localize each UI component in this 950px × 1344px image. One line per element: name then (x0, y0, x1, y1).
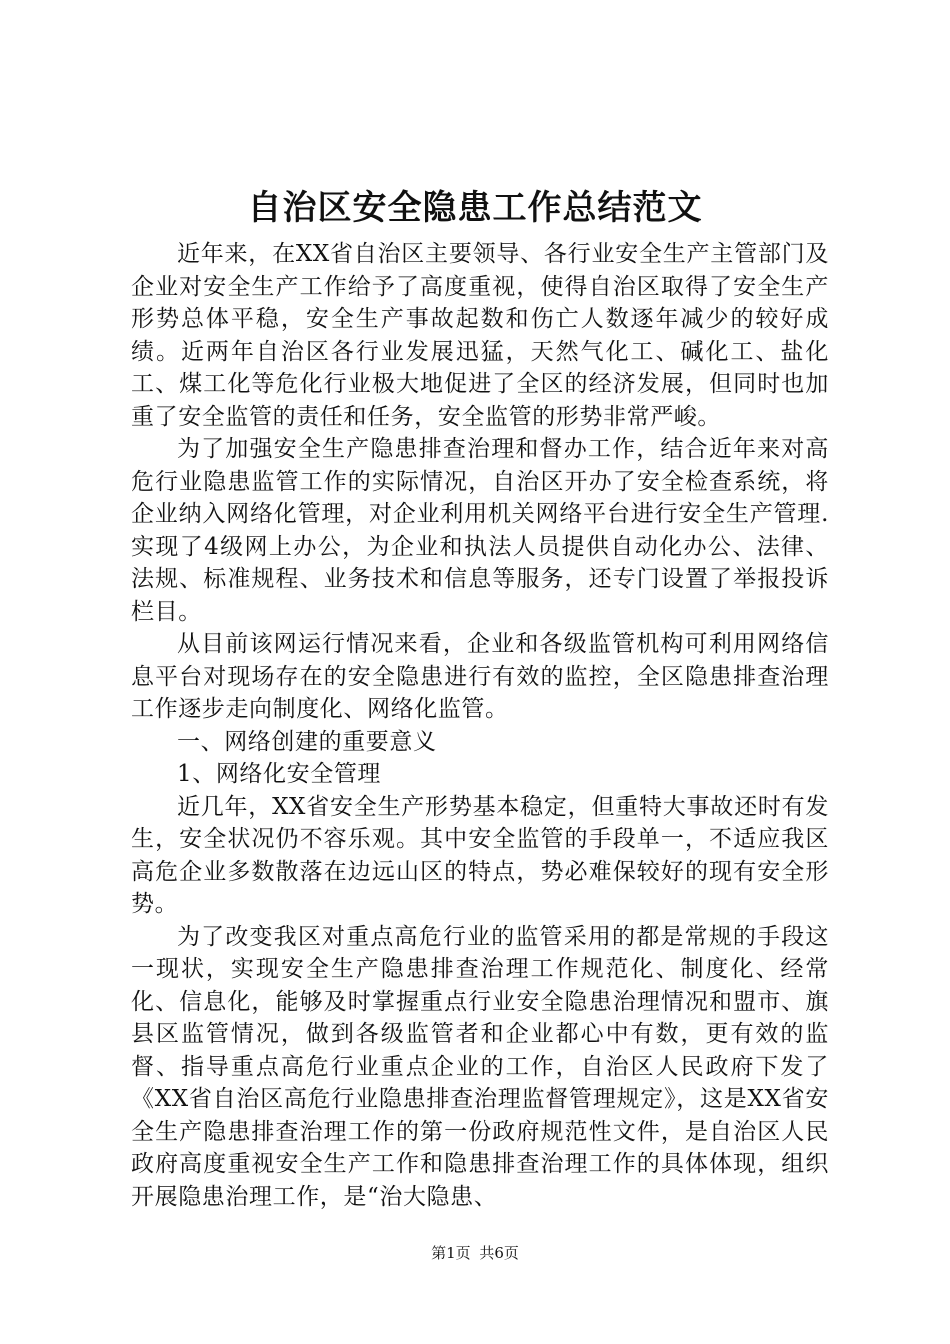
paragraph-current-status: 从目前该网运行情况来看，企业和各级监管机构可利用网络信息平台对现场存在的安全隐患进行有效的监控，全区隐患排查治理工作逐步走向制度化、网络化监管。 (131, 631, 829, 722)
section-heading: 一、网络创建的重要意义 (177, 728, 437, 755)
page-total: 共6页 (479, 1244, 519, 1262)
subsection-heading: 1、网络化安全管理 (177, 761, 382, 787)
paragraph-safety-situation: 近几年，XX省安全生产形势基本稳定，但重特大事故还时有发生，安全状况仍不容乐观。其中安全监管的手段单一，不适应我区高危企业多数散落在边远山区的特点，势必难保较好的现有安全形势。 (131, 793, 829, 917)
document-title: 自治区安全隐患工作总结范文 (247, 188, 703, 228)
page-number: 第1页 (431, 1244, 471, 1262)
page-footer (0, 1242, 950, 1264)
document-body (131, 238, 829, 1213)
paragraph-intro: 近年来，在XX省自治区主要领导、各行业安全生产主管部门及企业对安全生产工作给予了高度重视，使得自治区取得了安全生产形势总体平稳，安全生产事故起数和伤亡人数逐年减少的较好成绩。近两年自治区各行业发展迅猛，天然气化工、碱化工、盐化工、煤工化等危化行业极大地促进了全区的经济发展，但同时也加重了安全监管的责任和任务，安全监管的形势非常严峻。 (131, 241, 829, 430)
paragraph-regulation: 为了改变我区对重点高危行业的监管采用的都是常规的手段这一现状，实现安全生产隐患排查治理工作规范化、制度化、经常化、信息化，能够及时掌握重点行业安全隐患治理情况和盟市、旗县区监管情况，做到各级监管者和企业都心中有数，更有效的监督、指导重点高危行业重点企业的工作，自治区人民政府下发了《XX省自治区高危行业隐患排查治理监督管理规定》，这是XX省安全生产隐患排查治理工作的第一份政府规范性文件，是自治区人民政府高度重视安全生产工作和隐患排查治理工作的具体体现，组织开展隐患治理工作，是“治大隐患、 (131, 923, 829, 1210)
paragraph-network-system: 为了加强安全生产隐患排查治理和督办工作，结合近年来对高危行业隐患监管工作的实际情况，自治区开办了安全检查系统，将企业纳入网络化管理，对企业利用机关网络平台进行安全生产管理.实现了4级网上办公，为企业和执法人员提供自动化办公、法律、法规、标准规程、业务技术和信息等服务，还专门设置了举报投诉栏目。 (131, 436, 829, 625)
